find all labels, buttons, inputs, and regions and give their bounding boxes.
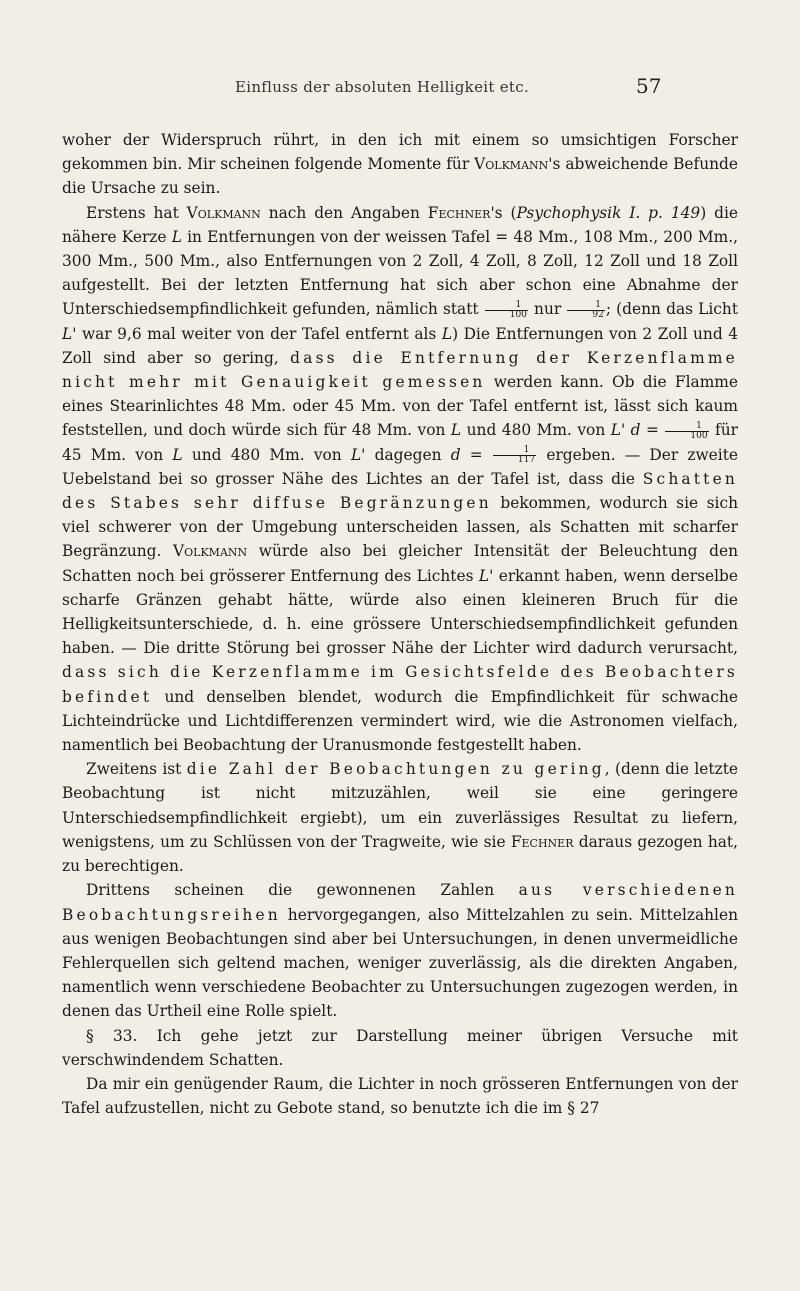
author-name: Volkmann: [474, 155, 549, 174]
author-name: Volkmann: [173, 542, 248, 561]
spaced-emphasis: dass sich die Kerzenflamme im Gesichtsfelde des Beobachters befindet: [62, 663, 738, 706]
page-number: 57: [636, 74, 662, 98]
spaced-emphasis: aus verschiedenen Beobachtungsreihen: [62, 881, 738, 924]
fraction: $\frac{1}{100}$: [485, 301, 528, 320]
fraction: $\frac{1}{92}$: [567, 301, 604, 320]
spaced-emphasis: dass die Entfernung der Kerzenflamme nicht mehr mit Genauigkeit gemessen: [62, 348, 738, 392]
citation: Psychophysik I. p. 149: [516, 203, 701, 222]
spaced-emphasis: Schatten des Stabes sehr diffuse Begränzungen: [62, 469, 738, 513]
author-name: Volkmann: [186, 203, 261, 222]
author-name: Fechner: [427, 203, 491, 222]
paragraph-5: § 33. Ich gehe jetzt zur Darstellung meiner übrigen Versuche mit verschwindendem Schatten.: [62, 1026, 738, 1069]
paragraph-3: Zweitens ist die Zahl der Beobachtungen zu gering, (denn die letzte Beobachtung ist nicht mitzuzählen, weil sie eine geringere Unterschiedsempfindlichkeit ergiebt), um ein zuverlässiges Resultat zu liefern, wenigstens, um zu Schlüssen von der Tragweite, wie sie Fechner daraus gezogen hat, zu berechtigen.: [62, 760, 739, 876]
spaced-emphasis: die Zahl der Beobachtungen zu gering: [186, 760, 605, 779]
paragraph-4: Drittens scheinen die gewonnenen Zahlen aus verschiedenen Beobachtungsreihen hervorgegangen, also Mittelzahlen zu sein. Mittelzahlen aus wenigen Beobachtungen sind aber bei Untersuchungen, in denen unvermeidliche Fehlerquellen sich geltend machen, weniger zuverlässig, als die direkten Angaben, namentlich wenn verschiedene Beobachter zu Untersuchungen zugezogen werden, in denen das Urtheil eine Rolle spielt.: [62, 881, 738, 1021]
paragraph-2: Erstens hat Volkmann nach den Angaben Fechner's (Psychophysik I. p. 149) die nähere Kerze L in Entfernungen von der weissen Tafel = 48 Mm., 108 Mm., 200 Mm., 300 Mm., 500 Mm., also Entfernungen von 2 Zoll, 4 Zoll, 8 Zoll, 12 Zoll und 18 Zoll aufgestellt. Bei der letzten Entfernung hat sich aber schon eine Abnahme der Unterschiedsempfindlichkeit gefunden, nämlich statt $\frac{1}{100}$ nur $\frac{1}{92}$ ; (denn das Licht L' war 9,6 mal weiter von der Tafel entfernt als L) Die Entfernungen von 2 Zoll und 4 Zoll sind aber so gering, dass die Entfernung der Kerzenflamme nicht mehr mit Genauigkeit gemessen werden kann. Ob die Flamme eines Stearinlichtes 48 Mm. oder 45 Mm. von der Tafel entfernt ist, lässt sich kaum feststellen, und doch würde sich für 48 Mm. von L und 480 Mm. von L' d = $\frac{1}{100}$ für 45 Mm. von L und 480 Mm. von L' dagegen d = $\frac{1}{117}$ ergeben. — Der zweite Uebelstand bei so grosser Nähe des Lichtes an der Tafel ist, dass die Schatten des Stabes sehr diffuse Begränzungen bekommen, wodurch sie sich viel schwerer von der Umgebung unterscheiden lassen, als Schatten mit scharfer Begränzung. Volkmann würde also bei gleicher Intensität der Beleuchtung den Schatten noch bei grösserer Entfernung des Lichtes L' erkannt haben, wenn derselbe scharfe Gränzen gehabt hätte, würde also einen kleineren Bruch für die Helligkeitsunterschiede, d. h. eine grössere Unterschiedsempfindlichkeit gefunden haben. — Die dritte Störung bei grosser Nähe der Lichter wird dadurch verursacht, dass sich die Kerzenflamme im Gesichtsfelde des Beobachters befindet und denselben blendet, wodurch die Empfindlichkeit für schwache Lichteindrücke und Lichtdifferenzen vermindert wird, wie die Astronomen vielfach, namentlich bei Beobachtung der Uranusmonde festgestellt haben.: [62, 203, 739, 755]
body-text: [62, 128, 738, 1120]
fraction: $\frac{1}{117}$: [493, 446, 536, 465]
fraction: $\frac{1}{100}$: [665, 422, 708, 441]
author-name: Fechner: [510, 832, 574, 851]
running-header: Einfluss der absoluten Helligkeit etc.: [234, 78, 530, 96]
paragraph-1: woher der Widerspruch rührt, in den ich mit einem so umsichtigen Forscher gekommen bin. Mir scheinen folgende Momente für Volkmann's abweichende Befunde die Ursache zu sein.: [62, 131, 738, 198]
paragraph-6: Da mir ein genügender Raum, die Lichter in noch grösseren Entfernungen von der Tafel aufzustellen, nicht zu Gebote stand, so benutzte ich die im § 27: [62, 1074, 738, 1118]
